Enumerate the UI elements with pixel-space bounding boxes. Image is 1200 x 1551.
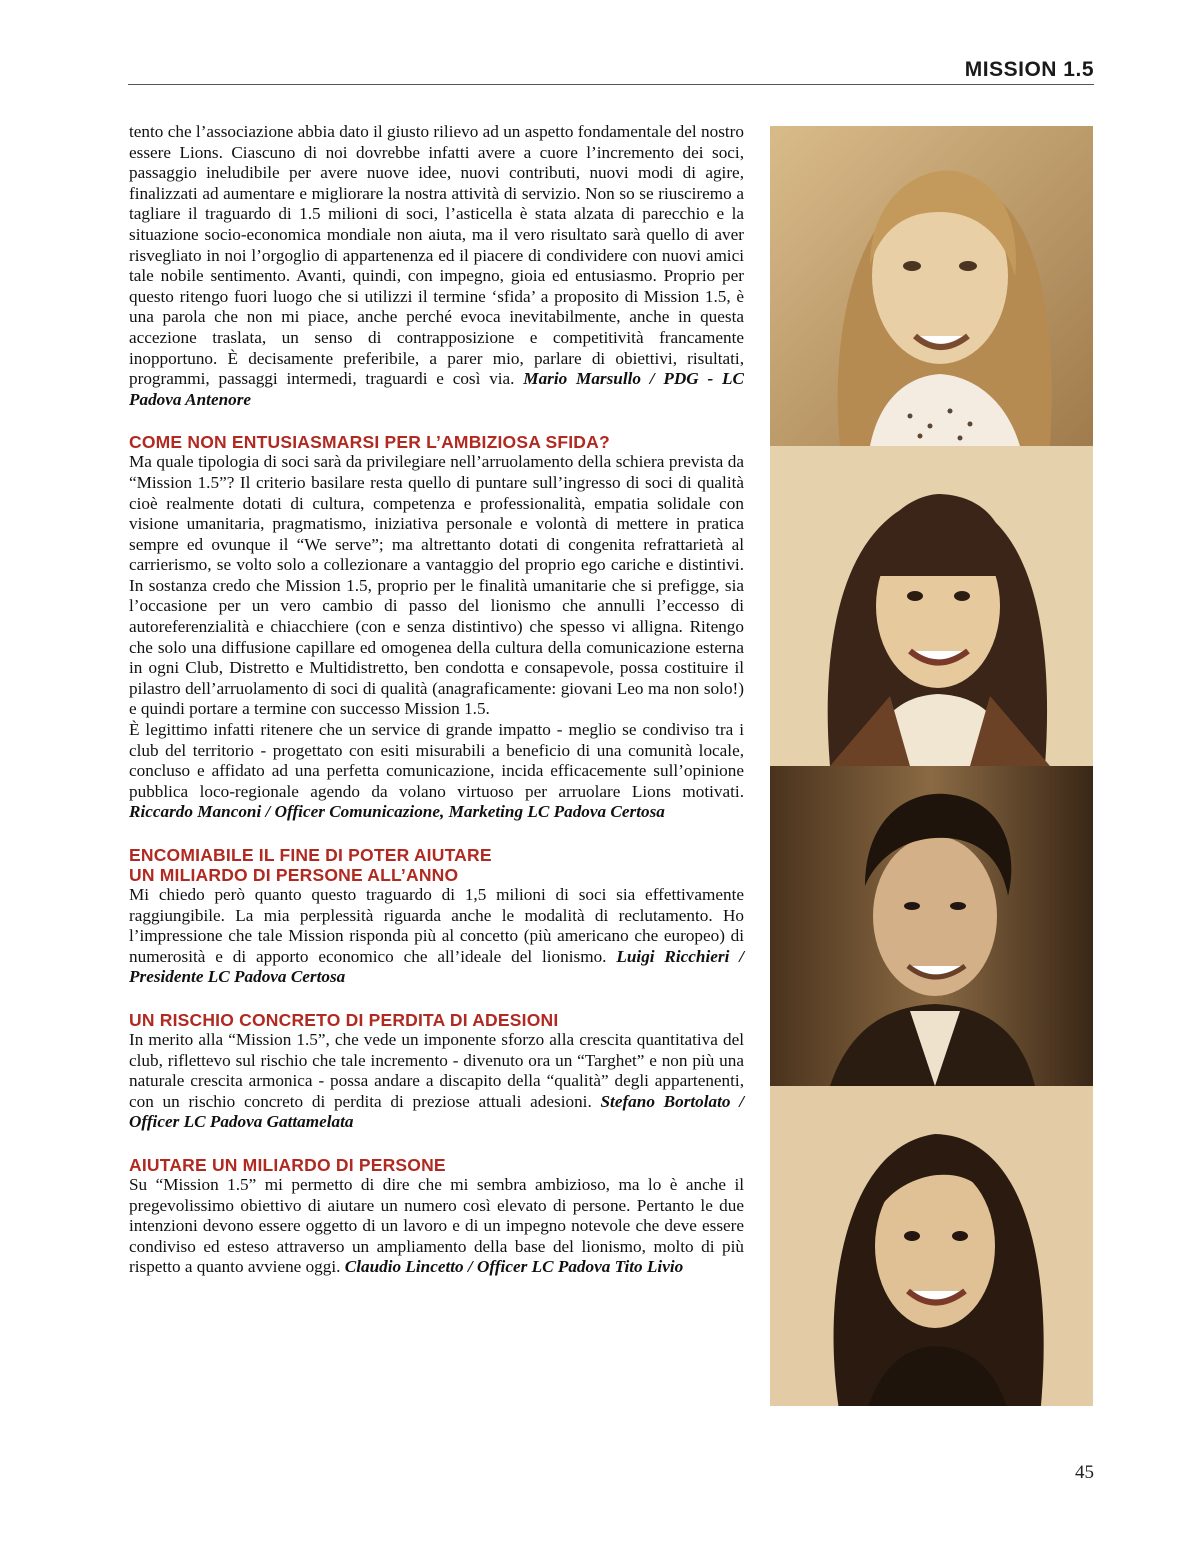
portrait-woman-blonde-icon	[770, 126, 1093, 446]
header-divider	[128, 84, 1094, 85]
portrait-photo	[770, 446, 1093, 766]
portrait-photo	[770, 766, 1093, 1086]
article-column	[129, 122, 744, 1278]
section-heading: UN RISCHIO CONCRETO DI PERDITA DI ADESIONI	[129, 1009, 559, 1030]
portrait-column	[770, 126, 1093, 1406]
paragraph-text: Mi chiedo però quanto questo traguardo di 1,5 milioni di soci sia effettivamente raggiungibile. La mia perplessità riguarda anche le modalità di reclutamento. Ho l’impressione che tale Mission risponda più al concetto (più americano che europeo) di numerosità e di apporto economico che all’ideale del lionismo.	[129, 885, 744, 966]
author-signature: Riccardo Manconi / Officer Comunicazione, Marketing LC Padova Certosa	[129, 802, 665, 822]
author-signature: Mario Marsullo / PDG - LC Padova Antenore	[129, 369, 744, 409]
article-paragraph	[129, 452, 744, 720]
article-paragraph	[129, 720, 744, 823]
paragraph-text: tento che l’associazione abbia dato il giusto rilievo ad un aspetto fondamentale del nostro essere Lions. Ciascuno di noi dovrebbe infatti avere a cuore l’incremento dei soci, passaggio ineludibile per avere nuove idee, nuovi contributi, nuovi modi di agire, finalizzati ad aumentare e migliorare la nostra attività di servizio. Non so se riusciremo a tagliare il traguardo di 1.5 milioni di soci, l’asticella è stata alzata di parecchio e la situazione socio-economica mondiale non aiuta, ma il vero risultato sarà quello di aver risvegliato in noi l’orgoglio di appartenenza ed il piacere di condividere con nuovi amici tale nobile sentimento. Avanti, quindi, con impegno, gioia ed entusiasmo. Proprio per questo ritengo fuori luogo che si utilizzi il termine ‘sfida’ a proposito di Mission 1.5, è una parola che non mi piace, anche perché evoca inevitabilmente, anche in questa accezione traslata, un senso di contrapposizione e competitività francamente inopportuno. È decisamente preferibile, a parer mio, parlare di obiettivi, risultati, programmi, passaggi intermedi, traguardi e così via.	[129, 122, 744, 389]
section-heading	[129, 845, 744, 885]
article-paragraph	[129, 885, 744, 988]
paragraph-text: Ma quale tipologia di soci sarà da privilegiare nell’arruolamento della schiera prevista da “Mission 1.5”? Il criterio basilare resta quello di puntare sull’ingresso di soci di qualità cioè realmente dotati di cultura, competenza e professionalità, empatia solidale con visione umanitaria, pragmatismo, iniziativa personale e volontà di mettere in pratica sempre ed ovunque il “We serve”; ma altrettanto dotati di congenita refrattarietà al carrierismo, se volto solo a collezionare a vantaggio del proprio ego cariche e distintivi. In sostanza credo che Mission 1.5, proprio per le finalità umanitarie che si prefigge, sia l’occasione per un vero cambio di passo del lionismo che annulli l’eccesso di autoreferenzialità e chiacchiere (con e senza distintivo) che spesso vi alligna. Ritengo che solo una diffusione capillare ed omogenea della cultura della comunicazione esterna in ogni Club, Distretto e Multidistretto, ben condotta e consapevole, possa costituire il pilastro dell’arruolamento di soci di qualità (anagraficamente: giovani Leo ma non solo!) e quindi portare a termine con successo Mission 1.5.	[129, 452, 744, 719]
portrait-woman-bangs-icon	[770, 446, 1093, 766]
article-paragraph	[129, 1030, 744, 1133]
article-paragraph	[129, 122, 744, 410]
section-heading-line: ENCOMIABILE IL FINE DI POTER AIUTARE	[129, 845, 492, 865]
section-heading: AIUTARE UN MILIARDO DI PERSONE	[129, 1154, 446, 1175]
page-number: 45	[1075, 1462, 1094, 1483]
section-heading: COME NON ENTUSIASMARSI PER L’AMBIZIOSA SFIDA?	[129, 432, 610, 453]
section-heading-line: UN MILIARDO DI PERSONE ALL’ANNO	[129, 865, 459, 885]
paragraph-text: È legittimo infatti ritenere che un service di grande impatto - meglio se condiviso tra i club del territorio - progettato con esiti misurabili a beneficio di una comunità locale, concluso e affidato ad una perfetta comunicazione, incida efficacemente sull’opinione pubblica loco-regionale agendo da volano virtuoso per arruolare Lions motivati.	[129, 720, 744, 801]
portrait-photo	[770, 126, 1093, 446]
author-signature: Claudio Lincetto / Officer LC Padova Tito Livio	[344, 1257, 684, 1277]
portrait-woman-dark-hair-icon	[770, 1086, 1093, 1406]
portrait-man-icon	[770, 766, 1093, 1086]
author-signature: Stefano Bortolato / Officer LC Padova Gattamelata	[129, 1091, 745, 1132]
portrait-photo	[770, 1086, 1093, 1406]
section-title: MISSION 1.5	[964, 58, 1094, 81]
author-signature: Luigi Ricchieri / Presidente LC Padova Certosa	[129, 946, 744, 987]
article-paragraph	[129, 1175, 744, 1278]
paragraph-text: Su “Mission 1.5” mi permetto di dire che mi sembra ambizioso, ma lo è anche il pregevolissimo obiettivo di aiutare un numero così elevato di persone. Pertanto le due intenzioni devono essere oggetto di un lavoro e di un impegno notevole che deve essere condiviso ed esteso attraverso un ampliamento della base del lionismo, molto di più rispetto a quanto avviene oggi.	[129, 1174, 744, 1277]
paragraph-text: In merito alla “Mission 1.5”, che vede un imponente sforzo alla crescita quantitativa del club, riflettevo sul rischio che tale incremento - divenuto ora un “Targhet” e non più una naturale crescita armonica - possa andare a discapito della “qualità” degli appartenenti, con un rischio concreto di perdita di preziose attuali adesioni.	[129, 1029, 744, 1111]
